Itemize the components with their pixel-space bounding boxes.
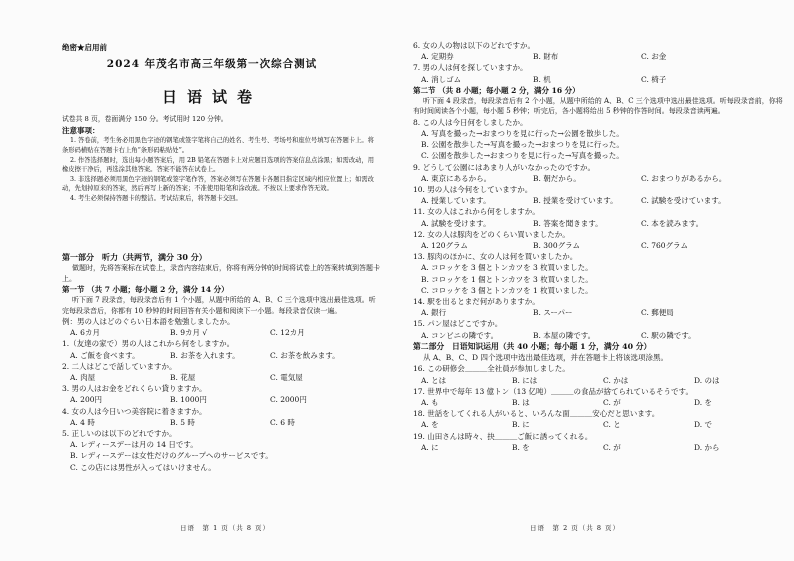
question-10: 10. 男の人は今何をしていますか。 <box>413 185 533 195</box>
q16-option-a: A. とは <box>421 375 447 385</box>
note-3: 3. 非选择题必须用黑色字迹的钢笔或签字笔作答，答案必须写在答题卡各题目指定区域内相应位置上；如需改动，先划掉原来的答案，然后再写上新的答案；不准使用铅笔和涂改液。不按以上要求作答无效。 <box>62 175 374 193</box>
q4-option-c: C. 6 時 <box>270 417 295 427</box>
q6-option-c: C. お金 <box>641 52 667 62</box>
q10-option-c: C. 試験を受けています。 <box>641 196 726 206</box>
left-footer: 日语 第 1 页（共 8 页） <box>180 524 271 532</box>
q19-option-b: B. を <box>512 442 530 452</box>
q15-option-b: B. 本屋の隣です。 <box>533 330 596 340</box>
question-14-options <box>413 307 785 318</box>
q9-option-a: A. 東京にあるから。 <box>421 173 492 183</box>
part1-block <box>62 252 380 473</box>
q6-option-b: B. 財布 <box>533 52 559 62</box>
q14-option-a: A. 銀行 <box>421 308 447 318</box>
q5-option-b: B. レディースデーは女性だけのグループへのサービスです。 <box>70 451 273 461</box>
question-9: 9. どうして公園にはあまり人がいなかったのですか。 <box>413 162 596 172</box>
q6-option-a: A. 定期券 <box>421 52 454 62</box>
q5-option-c: C. この店には男性が入ってはいけません。 <box>70 462 216 472</box>
q7-option-c: C. 椅子 <box>641 74 667 84</box>
q7-option-b: B. 机 <box>533 74 551 84</box>
question-6-options <box>413 51 785 62</box>
q9-option-b: B. 朝だから。 <box>533 173 581 183</box>
confidential-label: 绝密★启用前 <box>62 43 107 52</box>
right-page-block <box>413 40 785 453</box>
q8-option-b: B. 公園を散歩した→写真を撮った→おまつりを見に行った。 <box>421 140 624 150</box>
question-1: 1.（友達の家で）男の人はこれから何をしますか。 <box>62 339 235 349</box>
q11-option-c: C. 本を読みます。 <box>641 218 704 228</box>
section1-desc: 听下面 7 段录音，每段录音后有 1 个小题，从题中所给的 A、B、C 三个选项中选出最佳选项。听完每段录音后，你都有 10 秒钟的时间回答有关小题和阅读下一小题。每段录音仅读一遍。 <box>62 296 376 315</box>
q12-option-a: A. 120グラム <box>421 241 468 251</box>
question-2: 2. 二人はどこで話していますか。 <box>62 361 177 371</box>
q16-option-c: C. かは <box>603 375 629 385</box>
q13-option-c: C. コロッケを 3 個とトンカツを 1 枚買いました。 <box>421 285 593 295</box>
part2-header: 第二部分 日语知识运用（共 40 小题；每小题 1 分，满分 40 分） <box>413 341 652 351</box>
q18-option-c: C. と <box>603 420 621 430</box>
q17-option-d: D. を <box>694 397 713 407</box>
question-12-options <box>413 240 785 251</box>
q11-option-b: B. 答案を聞きます。 <box>533 218 603 228</box>
note-2: 2. 作答选择题时，选出每小题答案后，用 2B 铅笔在答题卡上对应题目选项的答案信息点涂黑；如需改动，用橡皮擦干净后，再选涂其他答案。答案不能答在试卷上。 <box>62 156 375 174</box>
q14-option-c: C. 郵便局 <box>641 308 674 318</box>
subject-title: 日语试卷 <box>161 88 262 106</box>
q18-option-b: B. に <box>512 420 530 430</box>
note-1: 1. 答卷前，考生务必用黑色字迹的钢笔或签字笔将自己的姓名、考生号、考场号和座位号填写在答题卡上。将条形码横贴在答题卡右上角“条形码粘贴处”。 <box>62 137 374 154</box>
q5-option-a: A. レディースデーは月の 14 日です。 <box>70 440 198 450</box>
right-footer: 日语 第 2 页（共 8 页） <box>530 524 621 532</box>
question-3-options <box>62 394 380 405</box>
question-4-options <box>62 417 380 428</box>
q17-option-b: B. は <box>512 397 530 407</box>
q19-option-d: D. から <box>694 442 720 452</box>
q1-option-b: B. お茶を入れます。 <box>170 350 240 360</box>
question-13: 13. 豚肉のほかに、女の人は何を買いましたか。 <box>413 252 578 262</box>
q3-option-c: C. 2000円 <box>270 395 307 405</box>
q15-option-a: A. コンビニの隣です。 <box>421 330 499 340</box>
question-7-options <box>413 74 785 85</box>
q10-option-b: B. 授業を受けています。 <box>533 196 618 206</box>
question-16: 16. この研修会＿＿＿全社員が参加しました。 <box>413 364 570 374</box>
q14-option-b: B. スーパー <box>533 308 573 318</box>
q9-option-c: C. おまつりがあるから。 <box>641 173 727 183</box>
q19-option-a: A. に <box>421 442 439 452</box>
example-options <box>62 327 380 338</box>
q18-option-d: D. で <box>694 420 713 430</box>
q4-option-b: B. 5 時 <box>170 417 195 427</box>
example-option-c: C. 12カ月 <box>270 328 305 338</box>
question-19-options <box>413 442 785 453</box>
part1-desc: 做题时，先将答案标在试卷上，录音内容结束后，你将有两分钟的时间将试卷上的答案转填到答题卡上。 <box>62 264 380 283</box>
question-17-options <box>413 397 785 408</box>
question-16-options <box>413 375 785 386</box>
question-14: 14. 駅を出るとまだ何がありますか。 <box>413 297 540 307</box>
q3-option-a: A. 200円 <box>70 395 102 405</box>
notes-block <box>62 114 380 204</box>
part2-desc: 从 A、B、C、D 四个选项中选出最佳选项，并在答题卡上将该选项涂黑。 <box>423 353 668 363</box>
example-option-a: A. 6カ月 <box>70 328 100 338</box>
exam-title: 2024 年茂名市高三年级第一次综合测试 <box>106 58 318 70</box>
example-question: 例：男の人はどのぐらい日本語を勉強しましたか。 <box>62 317 235 327</box>
question-7: 7. 男の人は何を探していますか。 <box>413 63 528 73</box>
section2-header: 第二节 （共 8 小题；每小题 2 分，满分 16 分） <box>413 85 580 95</box>
question-18-options <box>413 419 785 430</box>
intro-text: 试卷共 8 页，卷面满分 150 分。考试用时 120 分钟。 <box>62 115 228 123</box>
question-9-options <box>413 173 785 184</box>
q12-option-c: C. 760グラム <box>641 241 688 251</box>
question-8: 8. この人は今日何をしましたか。 <box>413 117 528 127</box>
question-2-options <box>62 372 380 383</box>
q19-option-c: C. が <box>603 442 621 452</box>
q16-option-d: D. のは <box>694 375 720 385</box>
q13-option-a: A. コロッケを 3 個とトンカツを 3 枚買いました。 <box>421 263 593 273</box>
note-4: 4. 考生必须保持答题卡的整洁。考试结束后，将答题卡交回。 <box>70 194 242 202</box>
section2-desc: 听下面 4 段录音，每段录音后有 2 个小题，从题中所给的 A、B、C 三个选项中选出最佳选项。听每段录音前，你将有时间阅读各个小题，每小题 5 秒钟；听完后，各小题将给出 5 秒钟的作答时间。每段录音读两遍。 <box>413 97 783 116</box>
q2-option-a: A. 肉屋 <box>70 373 96 383</box>
q15-option-c: C. 駅の隣です。 <box>641 330 696 340</box>
q1-option-a: A. ご飯を食べます。 <box>70 350 140 360</box>
notes-header: 注意事项： <box>62 126 100 136</box>
q8-option-a: A. 写真を撮った→おまつりを見に行った→公園を散歩した。 <box>421 129 624 139</box>
question-11-options <box>413 218 785 229</box>
part1-header: 第一部分 听力（共两节，满分 30 分） <box>62 252 207 262</box>
q7-option-a: A. 消しゴム <box>421 74 462 84</box>
question-10-options <box>413 195 785 206</box>
q11-option-a: A. 試験を受けます。 <box>421 218 491 228</box>
question-1-options <box>62 350 380 361</box>
section1-header: 第一节 （共 7 小题；每小题 2 分，满分 14 分） <box>62 285 229 295</box>
example-option-b: B. 9カ月 √ <box>170 328 208 338</box>
q3-option-b: B. 1000円 <box>170 395 207 405</box>
question-5: 5. 正しいのは以下のどれですか。 <box>62 429 177 439</box>
q18-option-a: A. を <box>421 420 439 430</box>
question-19: 19. 山田さんは時々、抉＿＿＿ご飯に誘ってくれる。 <box>413 431 593 441</box>
question-4: 4. 女の人は今日いつ美容院に着きますか。 <box>62 406 207 416</box>
question-15: 15. パン屋はどこですか。 <box>413 319 503 329</box>
q2-option-b: B. 花屋 <box>170 373 196 383</box>
q17-option-a: A. も <box>421 397 439 407</box>
q1-option-c: C. お茶を飲みます。 <box>270 350 340 360</box>
q12-option-b: B. 300グラム <box>533 241 581 251</box>
question-17: 17. 世界中で毎年 13 億トン（13 亿吨）＿＿＿の食品が捨てられているそうです。 <box>413 386 693 396</box>
question-6: 6. 女の人の物は以下のどれですか。 <box>413 41 536 50</box>
question-15-options <box>413 330 785 341</box>
q10-option-a: A. 授業しています。 <box>421 196 491 206</box>
q13-option-b: B. コロッケを 1 個とトンカツを 3 枚買いました。 <box>421 274 593 284</box>
question-3: 3. 男の人はお金をどれくらい貸りますか。 <box>62 384 207 394</box>
q2-option-c: C. 電気屋 <box>270 373 303 383</box>
q17-option-c: C. が <box>603 397 621 407</box>
question-18: 18. 世話をしてくれる人がいると、いろんな面＿＿＿安心だと思います。 <box>413 409 660 419</box>
question-12: 12. 女の人は豚肉をどのくらい買いましたか。 <box>413 229 570 239</box>
question-11: 11. 女の人はこれから何をしますか。 <box>413 207 540 217</box>
q8-option-c: C. 公園を散歩した→おまつりを見に行った→写真を撮った。 <box>421 151 624 161</box>
q16-option-b: B. には <box>512 375 538 385</box>
q4-option-a: A. 4 時 <box>70 417 95 427</box>
